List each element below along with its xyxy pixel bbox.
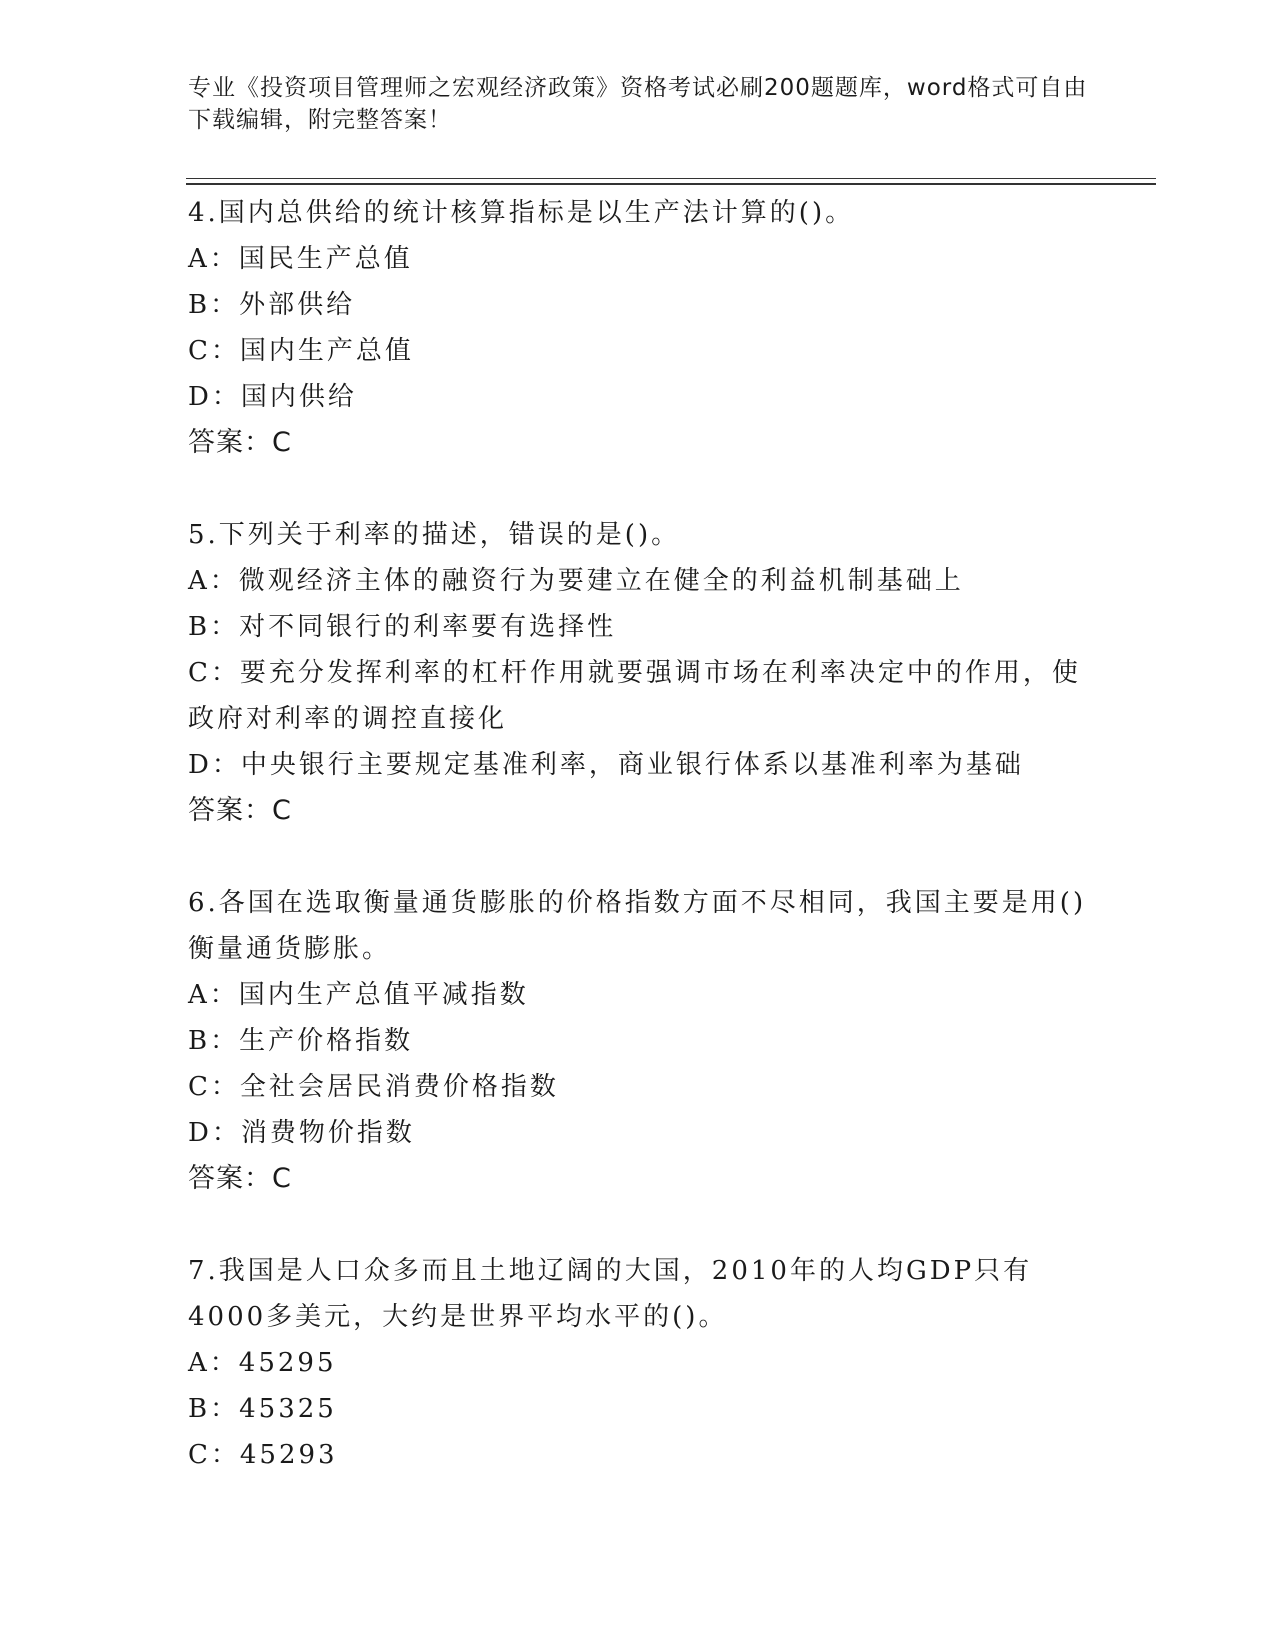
option-d: D：国内供给 [188,382,357,412]
option-a: A：45295 [188,1348,337,1378]
answer-label: 答案：C [188,427,292,458]
option-a: A：国内生产总值平减指数 [188,980,529,1010]
answer-label: 答案：C [188,1163,292,1194]
option-c: C：45293 [188,1440,338,1470]
option-a: A：微观经济主体的融资行为要建立在健全的利益机制基础上 [188,566,964,596]
option-c: C：国内生产总值 [188,336,414,366]
question-4 [188,190,1088,466]
question-stem: 7.我国是人口众多而且土地辽阔的大国，2010年的人均GDP只有4000多美元，大约是世界平均水平的()。 [188,1256,1033,1332]
question-7 [188,1248,1088,1478]
question-stem: 4.国内总供给的统计核算指标是以生产法计算的()。 [188,198,855,228]
option-a: A：国民生产总值 [188,244,413,274]
header-divider-thick [186,183,1156,185]
question-list [188,190,1088,1478]
document-header: 专业《投资项目管理师之宏观经济政策》资格考试必刷200题题库，word格式可自由下载编辑，附完整答案！ [188,75,1088,133]
question-6 [188,880,1088,1202]
answer-label: 答案：C [188,795,292,826]
option-c: C：要充分发挥利率的杠杆作用就要强调市场在利率决定中的作用，使政府对利率的调控直接化 [188,658,1081,734]
question-5 [188,512,1088,834]
question-stem: 5.下列关于利率的描述，错误的是()。 [188,520,681,550]
option-b: B：外部供给 [188,290,356,320]
header-divider-thin [186,178,1156,179]
question-stem: 6.各国在选取衡量通货膨胀的价格指数方面不尽相同，我国主要是用()衡量通货膨胀。 [188,888,1087,964]
option-b: B：45325 [188,1394,337,1424]
option-b: B：对不同银行的利率要有选择性 [188,612,617,642]
option-d: D：中央银行主要规定基准利率，商业银行体系以基准利率为基础 [188,750,1024,780]
option-b: B：生产价格指数 [188,1026,414,1056]
option-d: D：消费物价指数 [188,1118,415,1148]
option-c: C：全社会居民消费价格指数 [188,1072,559,1102]
